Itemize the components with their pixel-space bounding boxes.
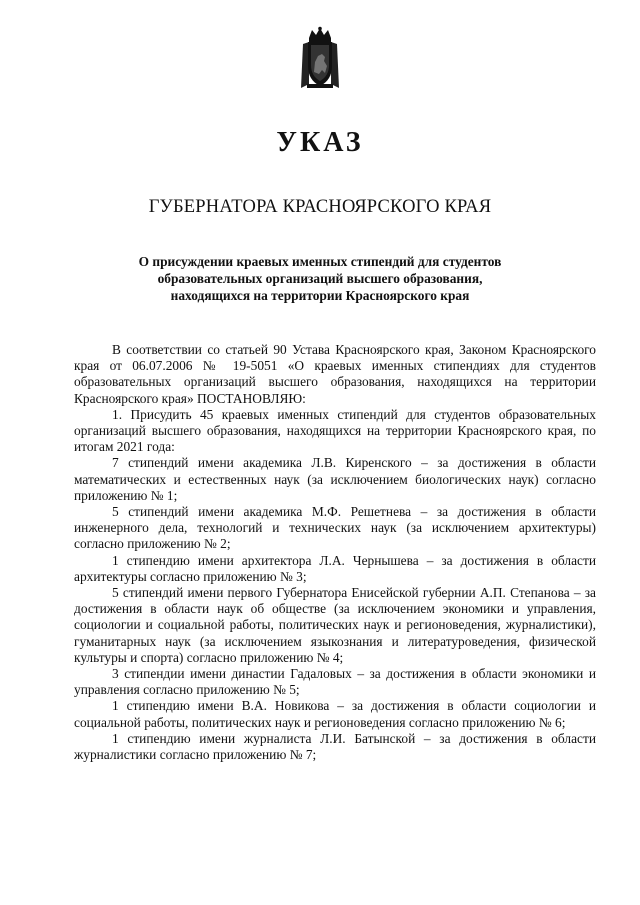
decree-subject	[90, 253, 550, 305]
subject-line: О присуждении краевых именных стипендий для студентов	[138, 254, 502, 269]
body-paragraph: 5 стипендий имени первого Губернатора Енисейской губернии А.П. Степанова – за достижения в области наук об обществе (за исключением экономики и управления, социологии и социальной работы, политических наук и регионоведения, журналистики), гуманитарных наук (за исключением языкознания и литературоведения, физической культуры и спорта) согласно приложению № 4;	[74, 585, 596, 665]
decree-issuer: ГУБЕРНАТОРА КРАСНОЯРСКОГО КРАЯ	[148, 197, 492, 217]
body-paragraph: 3 стипендии имени династии Гадаловых – за достижения в области экономики и управления согласно приложению № 5;	[74, 666, 596, 698]
coat-of-arms-icon	[299, 26, 341, 90]
body-paragraph: 1 стипендию имени журналиста Л.И. Батынской – за достижения в области журналистики согласно приложению № 7;	[74, 730, 596, 763]
body-paragraph: 1 стипендию имени В.А. Новикова – за достижения в области социологии и социальной работы, политических наук и регионоведения согласно приложению № 6;	[74, 698, 596, 730]
body-paragraph: 5 стипендий имени академика М.Ф. Решетнева – за достижения в области инженерного дела, технологий и технических наук (за исключением архитектуры) согласно приложению № 2;	[74, 504, 596, 552]
decree-title: УКАЗ	[276, 127, 364, 158]
body-paragraph: 7 стипендий имени академика Л.В. Киренского – за достижения в области математических и естественных наук (за исключением биологических наук) согласно приложению № 1;	[74, 455, 596, 503]
body-paragraph: 1 стипендию имени архитектора Л.А. Чернышева – за достижения в области архитектуры согласно приложению № 3;	[74, 552, 596, 584]
body-paragraph: 1. Присудить 45 краевых именных стипендий для студентов образовательных организаций высшего образования, находящихся на территории Красноярского края, по итогам 2021 года:	[74, 406, 596, 455]
decree-body	[74, 342, 596, 763]
subject-line: находящихся на территории Красноярского края	[170, 288, 470, 304]
body-paragraph: В соответствии со статьей 90 Устава Красноярского края, Законом Красноярского края от 06.07.2006 № 19-5051 «О краевых именных стипендиях для студентов образовательных организаций высшего образования, находящихся на территории Красноярского края» ПОСТАНОВЛЯЮ:	[74, 342, 596, 406]
subject-line: образовательных организаций высшего образования,	[157, 271, 483, 287]
